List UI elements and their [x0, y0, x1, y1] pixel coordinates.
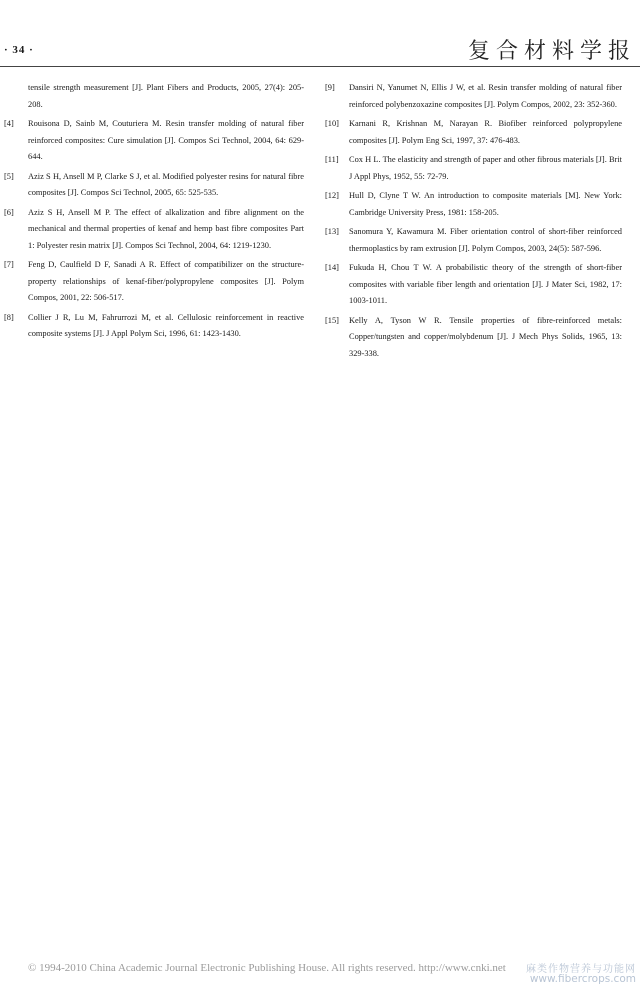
reference-text: Rouisona D, Sainb M, Couturiera M. Resin transfer molding of natural fiber reinforced composites: Cure simulation [J]. Compos Sci Technol, 2004, 64: 629-644. [28, 119, 304, 161]
page-header [0, 0, 640, 70]
reference-text: tensile strength measurement [J]. Plant Fibers and Products, 2005, 27(4): 205-208. [28, 83, 304, 109]
reference-number: [8] [4, 312, 14, 322]
reference-item [4, 169, 304, 202]
reference-text: Kelly A, Tyson W R. Tensile properties of fibre-reinforced metals: Copper/tungsten and copper/molybdenum [J]. J Mech Phys Solids, 1965, 13: 329-338. [349, 315, 622, 358]
watermark-cn: 麻类作物营养与功能网 [526, 964, 636, 975]
copyright-footer: © 1994-2010 China Academic Journal Electronic Publishing House. All rights reserved. http://www.cnki.net [28, 962, 506, 974]
reference-text: Feng D, Caulfield D F, Sanadi A R. Effect of compatibilizer on the structure-property relationships of kenaf-fiber/polypropylene composites [J]. Polym Compos, 2001, 22: 506-517. [28, 260, 304, 302]
reference-text: Karnani R, Krishnan M, Narayan R. Biofiber reinforced polypropylene composites [J]. Polym Eng Sci, 1997, 37: 476-483. [349, 119, 622, 145]
reference-number: [6] [4, 207, 14, 217]
reference-item [325, 224, 622, 257]
references-left-column [4, 80, 304, 346]
reference-text: Dansiri N, Yanumet N, Ellis J W, et al. Resin transfer molding of natural fiber reinforced polybenzoxazine composites [J]. Polym Compos, 2002, 23: 352-360. [349, 83, 622, 109]
reference-number: [7] [4, 260, 14, 269]
reference-number: [13] [325, 227, 339, 236]
reference-text: Aziz S H, Ansell M P, Clarke S J, et al. Modified polyester resins for natural fibre composites [J]. Compos Sci Technol, 2005, 65: 525-535. [28, 171, 304, 197]
reference-text: Sanomura Y, Kawamura M. Fiber orientation control of short-fiber reinforced thermoplastics by ram extrusion [J]. Polym Compos, 2003, 24(5): 587-596. [349, 227, 622, 253]
reference-number: [15] [325, 315, 339, 325]
reference-text: Cox H L. The elasticity and strength of paper and other fibrous materials [J]. Brit J Appl Phys, 1952, 55: 72-79. [349, 155, 622, 181]
watermark-url: www.fibercrops.com [529, 973, 636, 985]
site-watermark [522, 960, 636, 988]
reference-number: [14] [325, 263, 339, 272]
reference-number: [4] [4, 119, 14, 128]
reference-item [4, 80, 304, 113]
page-number: · 34 · [4, 44, 34, 56]
header-rule [0, 66, 640, 67]
reference-number: [9] [325, 83, 335, 92]
reference-number: [5] [4, 171, 14, 181]
reference-item [4, 310, 304, 343]
reference-number [4, 80, 28, 113]
reference-text: Aziz S H, Ansell M P. The effect of alkalization and fibre alignment on the mechanical and thermal properties of kenaf and hemp bast fibre composites Part 1: Polyester resin matrix [J]. Compos Sci Technol, 2004, 64: 1219-1230. [28, 207, 304, 250]
reference-item [325, 80, 622, 113]
reference-text: Collier J R, Lu M, Fahrurrozi M, et al. Cellulosic reinforcement in reactive composite systems [J]. J Appl Polym Sci, 1996, 61: 1423-1430. [28, 312, 304, 338]
reference-item [325, 188, 622, 221]
reference-item [325, 116, 622, 149]
reference-number: [12] [325, 191, 339, 200]
reference-number: [11] [325, 155, 339, 164]
reference-item [325, 313, 622, 363]
reference-item [4, 205, 304, 255]
reference-item [325, 152, 622, 185]
journal-title: 复合材料学报 [467, 39, 636, 64]
reference-item [4, 116, 304, 166]
reference-number: [10] [325, 119, 339, 128]
reference-text: Hull D, Clyne T W. An introduction to composite materials [M]. New York: Cambridge University Press, 1981: 158-205. [349, 191, 622, 217]
reference-item [325, 260, 622, 310]
reference-item [4, 257, 304, 307]
references-right-column [325, 80, 622, 365]
reference-text: Fukuda H, Chou T W. A probabilistic theory of the strength of short-fiber composites with variable fiber length and orientation [J]. J Mater Sci, 1982, 17: 1003-1011. [349, 263, 622, 305]
